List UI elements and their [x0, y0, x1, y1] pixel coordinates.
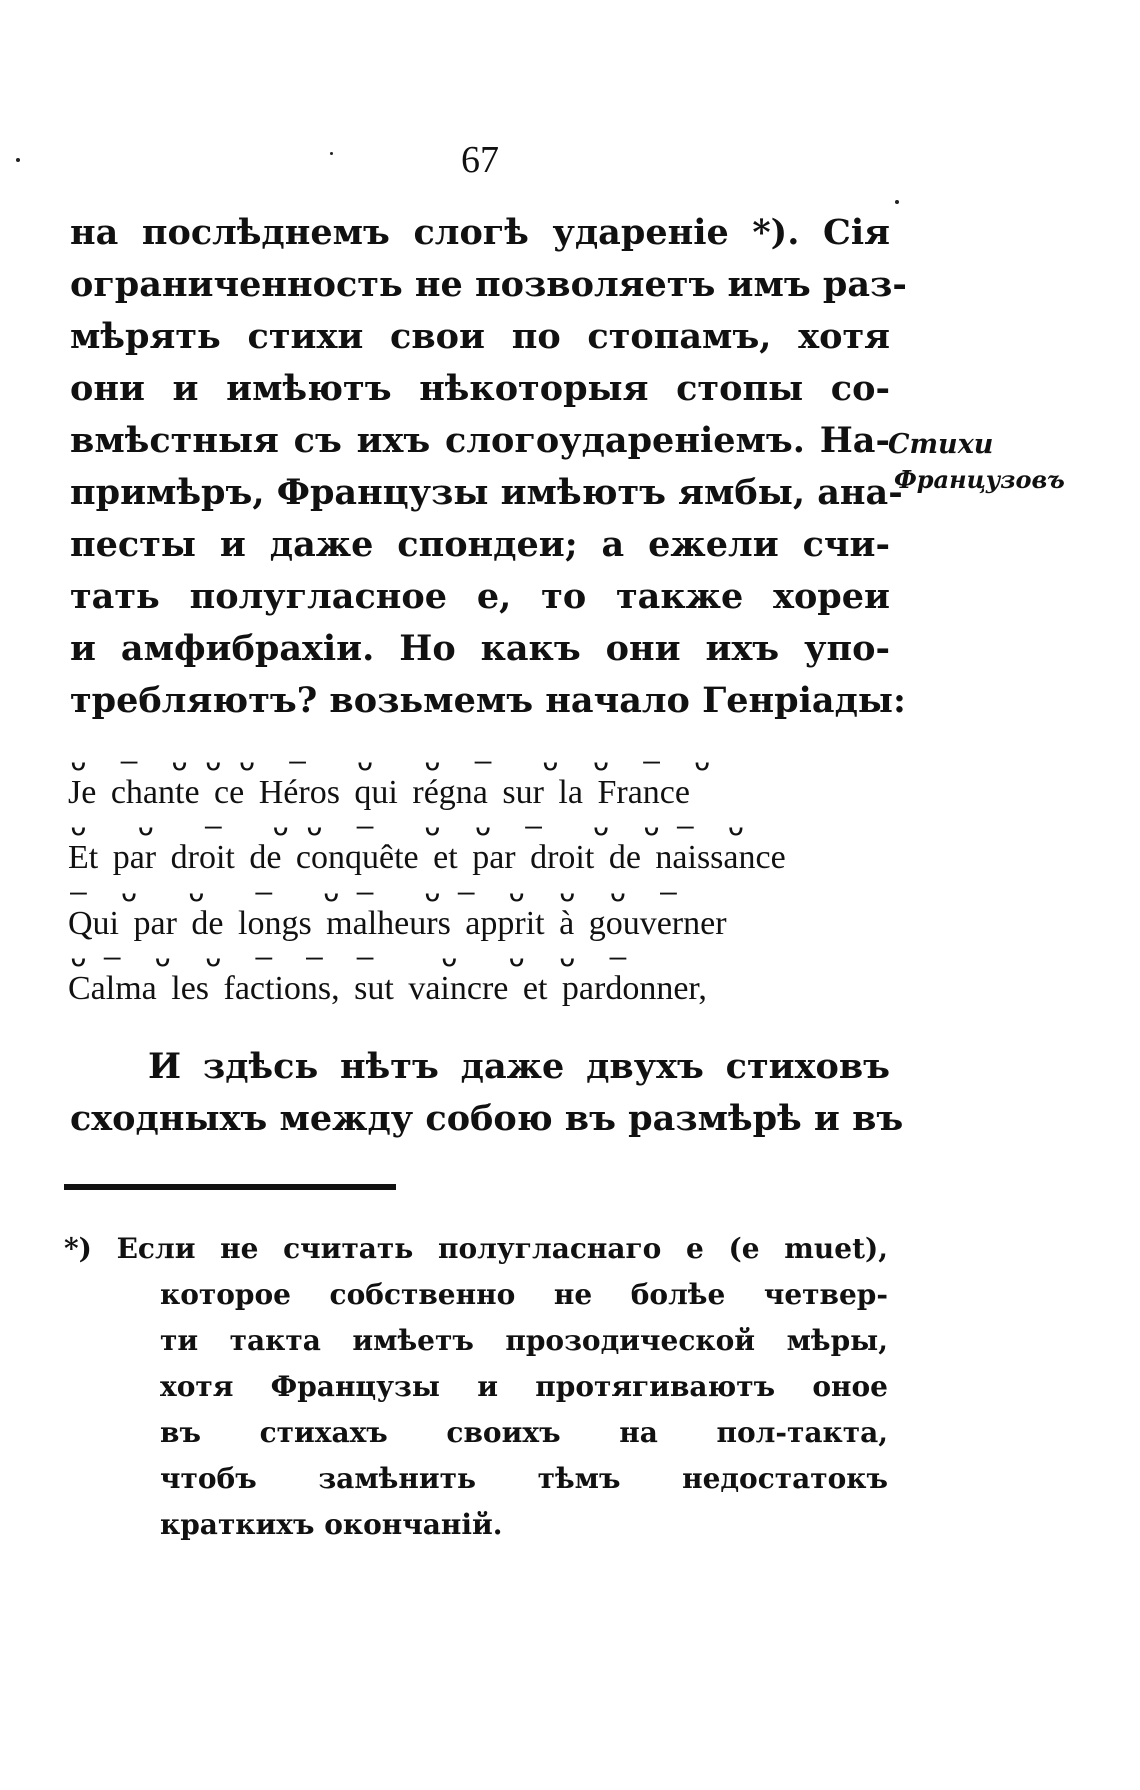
verse-line: Et par droit de conquête et par droit de naissance — [68, 839, 786, 876]
text-line: на послѣднемъ слогѣ удареніе *). Сія — [70, 212, 890, 253]
footnote-line: хотя Французы и протягиваютъ оное — [160, 1370, 888, 1403]
margin-note-line: Французовъ — [894, 465, 1065, 494]
footnote-line: чтобъ замѣнить тѣмъ недостатокъ — [160, 1462, 888, 1495]
text-line: песты и даже спондеи; а ежели счи- — [70, 524, 890, 565]
text-line: сходныхъ между собою въ размѣрѣ и въ — [70, 1098, 904, 1139]
footnote-line: ти такта имѣетъ прозодической мѣры, — [160, 1324, 888, 1357]
text-line: примѣръ, Французы имѣютъ ямбы, ана- — [70, 472, 903, 513]
text-line: и амфибрахіи. Но какъ они ихъ упо- — [70, 628, 890, 669]
margin-note-line: Стихи — [888, 429, 994, 460]
footnote-line: которое собственно не болѣе четвер- — [160, 1278, 888, 1311]
footnote-divider — [64, 1184, 396, 1190]
ink-speck — [16, 158, 20, 162]
text-line: требляютъ? возьмемъ начало Генріады: — [70, 680, 906, 721]
meter-marks: ᴗ ᴗ — ᴗ ᴗ — ᴗ ᴗ — ᴗ ᴗ — ᴗ — [70, 809, 745, 842]
text-line: ограниченность не позволяетъ имъ раз- — [70, 264, 907, 305]
meter-marks: — ᴗ ᴗ — ᴗ — ᴗ — ᴗ ᴗ ᴗ — — [70, 875, 677, 908]
verse-line: Calma les factions, sut vaincre et pardonner, — [68, 970, 707, 1007]
text-line: тать полугласное е, то также хореи — [70, 576, 890, 617]
ink-speck — [330, 152, 333, 155]
margin-note — [888, 427, 1088, 497]
page-number: 67 — [461, 139, 499, 181]
text-line: мѣрять стихи свои по стопамъ, хотя — [70, 316, 890, 357]
verse-line: Qui par de longs malheurs apprit à gouverner — [68, 905, 727, 942]
footnote-line: въ стихахъ своихъ на пол-такта, — [160, 1416, 888, 1449]
meter-marks: ᴗ — ᴗ ᴗ ᴗ — ᴗ ᴗ — ᴗ ᴗ — ᴗ — [70, 744, 711, 777]
ink-speck — [895, 200, 899, 204]
meter-marks: ᴗ — ᴗ ᴗ — — — ᴗ ᴗ ᴗ — — [70, 940, 627, 973]
text-line: И здѣсь нѣтъ даже двухъ стиховъ — [148, 1046, 890, 1087]
footnote-line: краткихъ окончаній. — [160, 1508, 503, 1541]
text-line: они и имѣютъ нѣкоторыя стопы со- — [70, 368, 890, 409]
text-line: вмѣстныя съ ихъ слогоудареніемъ. На- — [70, 420, 890, 461]
verse-line: Je chante ce Héros qui régna sur la France — [68, 774, 690, 811]
footnote-line: *) Если не считать полугласнаго е (e muet), — [64, 1232, 888, 1265]
